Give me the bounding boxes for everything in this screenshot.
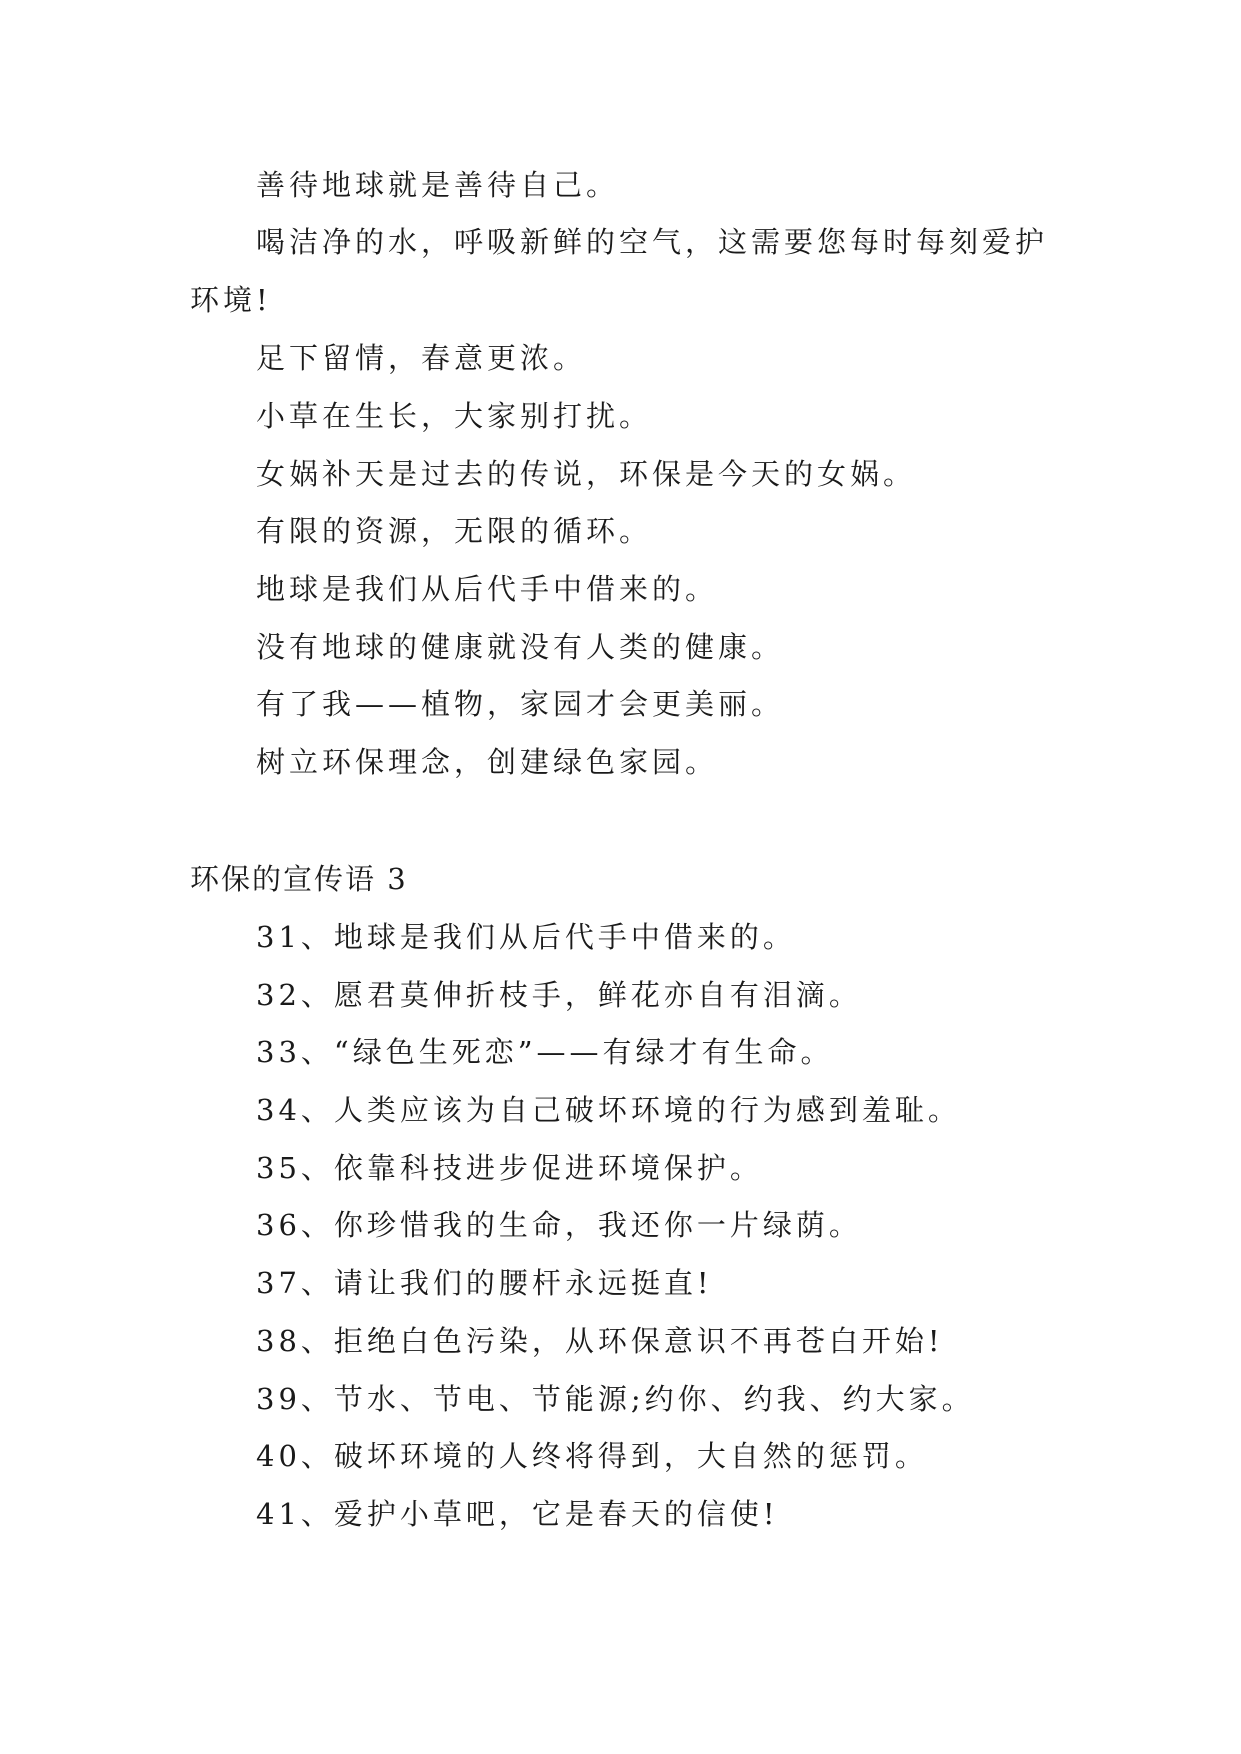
slogan-paragraph: 女娲补天是过去的传说，环保是今天的女娲。 <box>256 457 917 491</box>
slogan-item: 36、你珍惜我的生命，我还你一片绿荫。 <box>256 1208 862 1242</box>
slogan-paragraph: 小草在生长，大家别打扰。 <box>256 399 653 433</box>
slogan-item: 33、“绿色生死恋”——有绿才有生命。 <box>256 1035 834 1069</box>
slogan-paragraph: 有了我——植物，家园才会更美丽。 <box>256 687 785 721</box>
slogan-paragraph: 善待地球就是善待自己。 <box>256 168 620 202</box>
slogan-item: 35、依靠科技进步促进环境保护。 <box>256 1151 763 1185</box>
section-heading: 环保的宣传语 3 <box>190 862 408 896</box>
slogan-paragraph: 地球是我们从后代手中借来的。 <box>256 572 719 606</box>
slogan-item: 34、人类应该为自己破坏环境的行为感到羞耻。 <box>256 1093 961 1127</box>
slogan-paragraph: 树立环保理念，创建绿色家园。 <box>256 745 719 779</box>
slogan-item: 31、地球是我们从后代手中借来的。 <box>256 920 796 954</box>
slogan-item: 32、愿君莫伸折枝手，鲜花亦自有泪滴。 <box>256 978 862 1012</box>
slogan-item: 38、拒绝白色污染，从环保意识不再苍白开始! <box>256 1324 944 1358</box>
slogan-item: 37、请让我们的腰杆永远挺直! <box>256 1266 713 1300</box>
slogan-item: 39、节水、节电、节能源;约你、约我、约大家。 <box>256 1382 975 1416</box>
slogan-paragraph: 足下留情，春意更浓。 <box>256 341 587 375</box>
slogan-item: 41、爱护小草吧，它是春天的信使! <box>256 1497 779 1531</box>
slogan-paragraph-continuation: 环境! <box>190 283 272 317</box>
slogan-item: 40、破坏环境的人终将得到，大自然的惩罚。 <box>256 1439 928 1473</box>
slogan-paragraph: 没有地球的健康就没有人类的健康。 <box>256 630 785 664</box>
slogan-paragraph: 有限的资源，无限的循环。 <box>256 514 653 548</box>
slogan-paragraph: 喝洁净的水，呼吸新鲜的空气，这需要您每时每刻爱护 <box>256 225 1049 259</box>
